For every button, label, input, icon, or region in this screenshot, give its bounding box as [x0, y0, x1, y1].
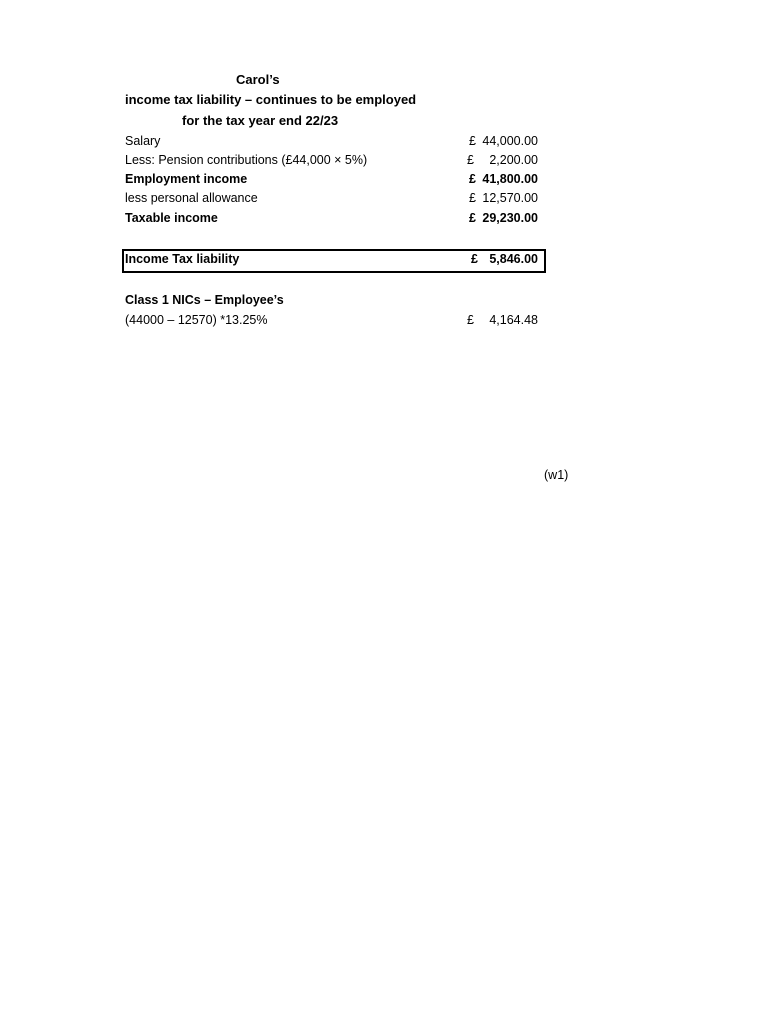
row-label-taxable-income: Taxable income [125, 211, 218, 225]
row-currency-personal-allowance: £ [469, 191, 476, 205]
working-note-ref: (w1) [544, 468, 569, 482]
row-amount-employment-income: 41,800.00 [482, 172, 538, 186]
nics-currency: £ [467, 313, 474, 327]
tax-liability-currency: £ [471, 252, 478, 266]
nics-amount: 4,164.48 [489, 313, 538, 327]
row-label-salary: Salary [125, 134, 161, 148]
row-label-personal-allowance: less personal allowance [125, 191, 258, 205]
tax-liability-label: Income Tax liability [125, 252, 240, 266]
row-amount-pension: 2,200.00 [489, 153, 538, 167]
nics-heading: Class 1 NICs – Employee’s [125, 293, 284, 307]
row-amount-personal-allowance: 12,570.00 [482, 191, 538, 205]
tax-liability-amount: 5,846.00 [489, 252, 538, 266]
title-name: Carol’s [236, 72, 280, 87]
row-label-employment-income: Employment income [125, 172, 248, 186]
row-currency-employment-income: £ [469, 172, 476, 186]
title-subject: income tax liability – continues to be employed [125, 92, 417, 107]
row-label-pension: Less: Pension contributions (£44,000 × 5%) [125, 153, 368, 167]
row-amount-taxable-income: 29,230.00 [482, 211, 538, 225]
title-period: for the tax year end 22/23 [182, 113, 339, 128]
row-amount-salary: 44,000.00 [482, 134, 538, 148]
row-currency-salary: £ [469, 134, 476, 148]
nics-formula: (44000 – 12570) *13.25% [125, 313, 268, 327]
row-currency-taxable-income: £ [469, 211, 476, 225]
row-currency-pension: £ [467, 153, 474, 167]
